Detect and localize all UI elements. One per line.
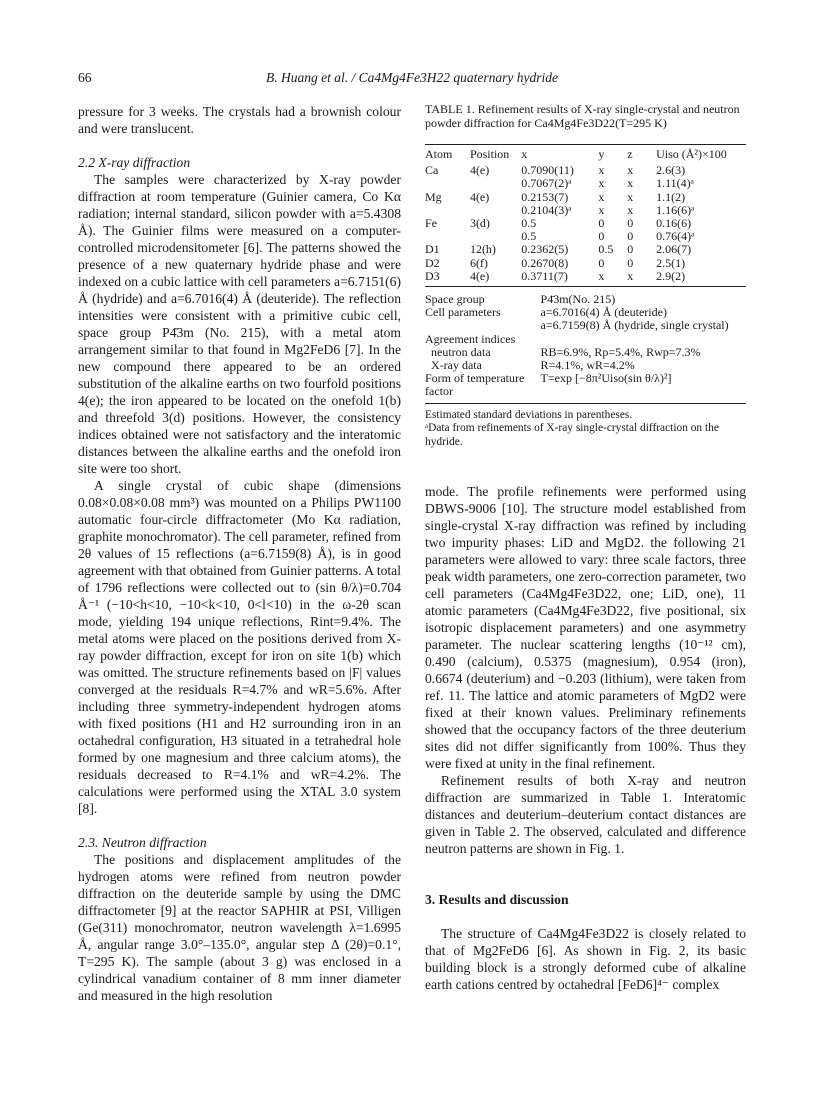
paragraph: The positions and displacement amplitudes of the hydrogen atoms were refined from neutron powder diffraction on the deuteride sample by using the DMC diffractometer [9] at the reactor SAPHIR at PSI, Villigen (Ge(311) monochromator, neutron wavelength λ=1.6995 Å, angular range 3.0°–135.0°, angular step Δ (2θ)=0.1°, T=295 K). The sample (about 3 g) was enclosed in a cylindrical vanadium container of 8 mm inner diameter and measured in the high resolution: [78, 852, 401, 1003]
table-cell: [425, 177, 470, 190]
table-cell: D1: [425, 242, 440, 257]
table-cell: 0.16(6): [656, 216, 692, 231]
section-heading: 2.3. Neutron diffraction: [78, 835, 207, 850]
section-heading: 3. Results and discussion: [425, 892, 569, 907]
table-cell: Mg: [425, 189, 442, 204]
column-header: Uiso (Å²)×100: [656, 147, 727, 161]
column-header: Atom: [425, 147, 453, 161]
table-cell: 0.7090(11): [521, 163, 574, 178]
table-cell: 0.2153(7): [521, 189, 569, 204]
table-cell: x: [627, 189, 634, 204]
column-header: Position: [469, 147, 510, 161]
table-cell: 0.2362(5): [521, 242, 569, 257]
table-row: [425, 257, 746, 270]
table-row: [425, 243, 746, 256]
param-label: Space group: [425, 292, 485, 307]
table-cell: x: [598, 176, 605, 191]
param-label: [425, 319, 541, 332]
refinement-params: [425, 293, 746, 399]
section-heading: 2.2 X-ray diffraction: [78, 155, 191, 170]
table-cell: 0: [627, 216, 634, 231]
param-label: Agreement indices: [425, 331, 516, 346]
atom-table: [425, 145, 746, 283]
table-rule: [425, 286, 746, 287]
table-cell: 1.11(4)ᵃ: [656, 176, 694, 191]
table-cell: 0.7067(2)ᵃ: [521, 176, 572, 191]
table-cell: 12(h): [469, 242, 496, 257]
table-row: [425, 177, 746, 190]
paragraph: Refinement results of both X-ray and neutron diffraction are summarized in Table 1. Interatomic distances and deuterium–deuterium contact distances are given in Table 2. The observed, calculated and difference neutron patterns are shown in Fig. 1.: [425, 773, 746, 856]
page-number: 66: [78, 70, 92, 85]
table-cell: 0: [598, 216, 605, 231]
table-cell: 2.5(1): [656, 255, 686, 270]
table-cell: 0.3711(7): [521, 268, 568, 283]
table-cell: D3: [425, 268, 440, 283]
table-cell: 1.16(6)ᵃ: [656, 202, 695, 217]
table-cell: 4(e): [469, 189, 490, 204]
table-row: [425, 191, 746, 204]
param-row: [425, 372, 746, 398]
paragraph: mode. The profile refinements were performed using DBWS-9006 [10]. The structure model established from single-crystal X-ray diffraction was refined by including two impurity phases: LiD and MgD2. the following 21 parameters were allowed to vary: three scale factors, three peak width parameters, one zero-correction parameter, two cell parameters (Ca4Mg4Fe3D22, one; LiD, one), 11 atomic parameters (Ca4Mg4Fe3D22, five positional, six isotropic displacement parameters) and one asymmetry parameter. The nuclear scattering lengths (10⁻¹² cm), 0.490 (calcium), 0.5375 (magnesium), 0.954 (iron), 0.6674 (deuterium) and −0.203 (lithium), were taken from ref. 11. The lattice and atomic parameters of MgD2 were fixed at their known values. Preliminary refinements showed that the occupancy factors of the three deuterium sites did not differ significantly from 100%. Thus they were fixed at unity in the final refinement.: [425, 484, 746, 771]
column-header: x: [521, 147, 528, 161]
table-cell: 6(f): [469, 255, 488, 270]
table-cell: 2.06(7): [656, 242, 692, 257]
table-row: [425, 270, 746, 283]
column-header: z: [627, 147, 633, 161]
table-cell: 2.9(2): [656, 268, 686, 283]
table-cell: x: [598, 202, 605, 217]
paragraph: pressure for 3 weeks. The crystals had a brownish colour and were translucent.: [78, 104, 401, 136]
param-value: T=exp [−8π²Uiso(sin θ/λ)²]: [540, 371, 672, 386]
table-header-row: [425, 145, 746, 164]
param-value: RB=6.9%, Rp=5.4%, Rwp=7.3%: [540, 344, 701, 359]
param-label: X-ray data: [425, 358, 482, 373]
table-row: [425, 217, 746, 230]
table-cell: 0: [598, 229, 605, 244]
table-cell: 0: [627, 229, 634, 244]
table-1: [425, 102, 746, 449]
table-cell: Fe: [425, 216, 437, 231]
table-rule: [425, 403, 746, 404]
right-column: [425, 483, 746, 993]
table-cell: 0: [627, 242, 634, 257]
table-cell: 0: [627, 255, 634, 270]
table-cell: 4(e): [469, 163, 490, 178]
table-cell: x: [627, 268, 634, 283]
table-cell: x: [598, 268, 605, 283]
param-row: [425, 319, 746, 332]
table-cell: 0.5: [598, 242, 614, 257]
table-cell: x: [598, 163, 605, 178]
page-header: [78, 70, 746, 90]
param-row: [425, 333, 746, 346]
table-cell: 4(e): [469, 268, 490, 283]
table-note: Estimated standard deviations in parentheses.: [425, 408, 633, 421]
table-cell: 0.2104(3)ᵃ: [521, 202, 572, 217]
table-caption: TABLE 1. Refinement results of X-ray single-crystal and neutron powder diffraction for Ca4Mg4Fe3D22(T=295 K): [425, 102, 740, 130]
table-cell: 1.1(2): [656, 189, 686, 204]
table-cell: 0.76(4)ᵃ: [656, 229, 695, 244]
table-notes: [425, 409, 746, 450]
param-value: a=6.7016(4) Å (deuteride): [540, 305, 667, 320]
param-label: Cell parameters: [425, 305, 501, 320]
table-cell: x: [627, 176, 634, 191]
param-value: R=4.1%, wR=4.2%: [540, 358, 635, 373]
table-cell: Ca: [425, 163, 439, 178]
param-label: neutron data: [425, 344, 491, 359]
paragraph: The samples were characterized by X-ray powder diffraction at room temperature (Guinier camera, Co Kα radiation; internal standard, silicon powder with a=5.4308 Å). The Guinier films were measured on a computer-controlled microdensitometer [6]. The patterns showed the presence of a new quaternary hydride phase and were indexed on a cubic lattice with cell parameters a=6.7151(6) Å (hydride) and a=6.7016(4) Å (deuteride). The reflection intensities were consistent with a primitive cubic cell, space group P4̄3m (No. 215), with a metal atom arrangement similar to that found in Mg2FeD6 [7]. In the new compound there appeared to be an ordered substitution of the alkaline earths on two fourfold positions 4(e); the iron appeared to be located on the onefold 1(b) and threefold 3(d) positions. However, the consistency indices obtained were not satisfactory and the interatomic distances between the alkaline earths and the onefold iron site were too short.: [78, 172, 401, 476]
param-label: Form of temperature factor: [425, 371, 528, 399]
param-value: [541, 333, 746, 346]
table-cell: 0: [598, 255, 605, 270]
table-cell: 3(d): [469, 216, 490, 231]
table-note: ᵃData from refinements of X-ray single-crystal diffraction on the hydride.: [425, 422, 719, 448]
param-value: a=6.7159(8) Å (hydride, single crystal): [540, 318, 729, 333]
left-column: [78, 103, 401, 1004]
table-cell: D2: [425, 255, 440, 270]
paragraph: The structure of Ca4Mg4Fe3D22 is closely related to that of Mg2FeD6 [6]. As shown in Fig. 2, its basic building block is a strongly deformed cube of alkaline earth cations centred by octahedral [FeD6]⁴⁻ complex: [425, 926, 746, 992]
column-header: y: [598, 147, 605, 161]
table-cell: 0.5: [521, 216, 537, 231]
table-cell: 0.2670(8): [521, 255, 569, 270]
table-cell: x: [627, 163, 634, 178]
paragraph: A single crystal of cubic shape (dimensions 0.08×0.08×0.08 mm³) was mounted on a Philips PW1100 automatic four-circle diffractometer (Mo Kα radiation, graphite monochromator). The cell parameter, refined from 2θ values of 15 reflections (a=6.7159(8) Å), is in good agreement with that obtained from Guinier patterns. A total of 1796 reflections were collected out to (sin θ/λ)=0.704 Å⁻¹ (−10<h<10, −10<k<10, 0<l<10) in the ω-2θ scan mode, yielding 194 unique reflections, Rint=9.4%. The metal atoms were placed on the positions derived from X-ray powder diffraction, except for iron on site 1(b) which was omitted. The structure refinements based on |F| values converged at the residuals R=4.7% and wR=5.6%. After including three symmetry-independent hydrogen atoms with fixed positions (H1 and H2 surrounding iron in an octahedral configuration, H3 situated in a tetrahedral hole formed by one magnesium and three calcium atoms), the residuals decreased to R=4.1% and wR=4.2%. The calculations were performed using the XTAL 3.0 system [8].: [78, 478, 401, 816]
table-row: [425, 164, 746, 177]
table-cell: x: [598, 189, 605, 204]
param-value: P4̄3m(No. 215): [540, 292, 616, 307]
running-head: B. Huang et al. / Ca4Mg4Fe3H22 quaternary hydride: [265, 70, 559, 85]
table-cell: 0.5: [521, 229, 537, 244]
table-cell: 2.6(3): [656, 163, 686, 178]
table-cell: x: [627, 202, 634, 217]
table-cell: [470, 177, 521, 190]
